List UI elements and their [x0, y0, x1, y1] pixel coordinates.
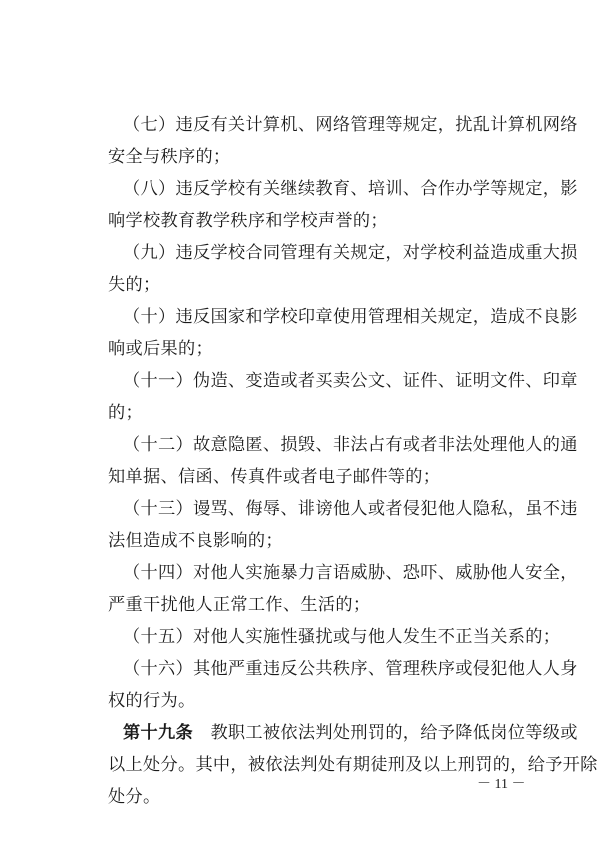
- item-14-line-1: （十四）对他人实施暴力言语威胁、恐吓、威胁他人安全，: [123, 563, 578, 583]
- article-first-line-text: 教职工被依法判处刑罚的，给予降低岗位等级或: [192, 723, 578, 743]
- item-16-line-2: 权的行为。: [108, 691, 196, 711]
- item-10-line-2: 响或后果的；: [108, 339, 213, 359]
- item-8-line-1: （八）违反学校有关继续教育、培训、合作办学等规定，影: [123, 179, 578, 199]
- item-7-line-1: （七）违反有关计算机、网络管理等规定，扰乱计算机网络: [123, 115, 578, 135]
- article-heading: 第十九条: [123, 723, 193, 743]
- item-11-line-1: （十一）伪造、变造或者买卖公文、证件、证明文件、印章: [123, 371, 578, 391]
- item-12-line-1: （十二）故意隐匿、损毁、非法占有或者非法处理他人的通: [123, 435, 578, 455]
- item-16-line-1: （十六）其他严重违反公共秩序、管理秩序或侵犯他人人身: [123, 659, 578, 679]
- item-11-line-2: 的；: [108, 403, 143, 423]
- item-7-line-2: 安全与秩序的；: [108, 147, 231, 167]
- item-10-line-1: （十）违反国家和学校印章使用管理相关规定，造成不良影: [123, 307, 578, 327]
- item-14-line-2: 严重干扰他人正常工作、生活的；: [108, 595, 371, 615]
- item-12-line-2: 知单据、信函、传真件或者电子邮件等的；: [108, 467, 441, 487]
- item-15-line-1: （十五）对他人实施性骚扰或与他人发生不正当关系的；: [123, 627, 561, 647]
- item-13-line-1: （十三）谩骂、侮辱、诽谤他人或者侵犯他人隐私，虽不违: [123, 499, 578, 519]
- item-13-line-2: 法但造成不良影响的；: [108, 531, 283, 551]
- page-number: － 11 －: [477, 777, 526, 792]
- item-9-line-1: （九）违反学校合同管理有关规定，对学校利益造成重大损: [123, 243, 578, 263]
- item-8-line-2: 响学校教育教学秩序和学校声誉的；: [108, 211, 388, 231]
- article-19-line-2: 以上处分。其中，被依法判处有期徒刑及以上刑罚的，给予开除: [108, 755, 598, 775]
- item-9-line-2: 失的；: [108, 275, 161, 295]
- article-19-line-3: 处分。: [108, 787, 161, 807]
- article-19-line-1: [123, 725, 578, 742]
